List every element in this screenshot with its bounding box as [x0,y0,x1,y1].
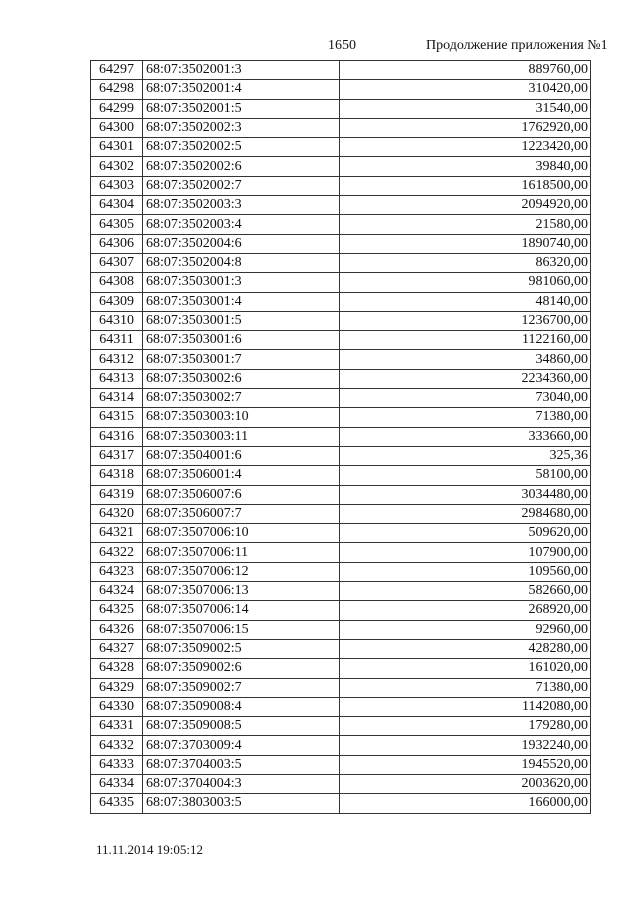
row-number-cell: 64305 [91,215,143,234]
cadastral-table-wrapper [90,60,591,814]
row-number-cell: 64334 [91,774,143,793]
cadastral-value-cell: 109560,00 [340,562,591,581]
table-row [91,562,591,581]
print-timestamp: 11.11.2014 19:05:12 [96,842,204,857]
row-number-cell: 64335 [91,794,143,813]
row-number-cell: 64307 [91,253,143,272]
row-number-cell: 64301 [91,138,143,157]
cadastral-value-cell: 73040,00 [340,389,591,408]
row-number-cell: 64330 [91,697,143,716]
cadastral-number-cell: 68:07:3503001:5 [143,311,340,330]
cadastral-number-cell: 68:07:3503001:7 [143,350,340,369]
table-row [91,408,591,427]
cadastral-number-cell: 68:07:3502004:6 [143,234,340,253]
page-header [0,38,640,58]
cadastral-number-cell: 68:07:3507006:10 [143,524,340,543]
cadastral-value-cell: 166000,00 [340,794,591,813]
cadastral-value-cell: 1762920,00 [340,118,591,137]
cadastral-value-cell: 2984680,00 [340,504,591,523]
cadastral-number-cell: 68:07:3704003:5 [143,755,340,774]
cadastral-value-cell: 179280,00 [340,717,591,736]
table-row [91,659,591,678]
row-number-cell: 64327 [91,639,143,658]
cadastral-number-cell: 68:07:3502001:4 [143,80,340,99]
table-row [91,504,591,523]
cadastral-number-cell: 68:07:3502001:5 [143,99,340,118]
row-number-cell: 64319 [91,485,143,504]
cadastral-number-cell: 68:07:3509002:5 [143,639,340,658]
cadastral-value-cell: 1945520,00 [340,755,591,774]
table-row [91,61,591,80]
row-number-cell: 64328 [91,659,143,678]
table-row [91,639,591,658]
cadastral-value-cell: 1236700,00 [340,311,591,330]
cadastral-value-cell: 1223420,00 [340,138,591,157]
cadastral-number-cell: 68:07:3803003:5 [143,794,340,813]
table-row [91,389,591,408]
table-row [91,678,591,697]
cadastral-value-cell: 981060,00 [340,273,591,292]
table-row [91,697,591,716]
cadastral-value-cell: 31540,00 [340,99,591,118]
cadastral-value-cell: 268920,00 [340,601,591,620]
cadastral-number-cell: 68:07:3507006:13 [143,582,340,601]
cadastral-value-cell: 2094920,00 [340,196,591,215]
table-row [91,466,591,485]
table-row [91,582,591,601]
table-row [91,774,591,793]
row-number-cell: 64302 [91,157,143,176]
table-row [91,176,591,195]
cadastral-number-cell: 68:07:3506007:7 [143,504,340,523]
table-row [91,794,591,813]
row-number-cell: 64300 [91,118,143,137]
cadastral-value-cell: 310420,00 [340,80,591,99]
table-row [91,369,591,388]
row-number-cell: 64309 [91,292,143,311]
table-row [91,446,591,465]
cadastral-value-cell: 509620,00 [340,524,591,543]
row-number-cell: 64323 [91,562,143,581]
cadastral-value-cell: 107900,00 [340,543,591,562]
cadastral-value-table [90,60,591,814]
row-number-cell: 64326 [91,620,143,639]
row-number-cell: 64318 [91,466,143,485]
table-row [91,292,591,311]
row-number-cell: 64333 [91,755,143,774]
row-number-cell: 64321 [91,524,143,543]
cadastral-number-cell: 68:07:3503001:4 [143,292,340,311]
cadastral-value-cell: 1932240,00 [340,736,591,755]
table-row [91,80,591,99]
cadastral-value-cell: 325,36 [340,446,591,465]
row-number-cell: 64329 [91,678,143,697]
cadastral-value-cell: 582660,00 [340,582,591,601]
cadastral-number-cell: 68:07:3502002:5 [143,138,340,157]
table-row [91,253,591,272]
cadastral-value-cell: 3034480,00 [340,485,591,504]
table-row [91,99,591,118]
cadastral-number-cell: 68:07:3506007:6 [143,485,340,504]
cadastral-number-cell: 68:07:3502001:3 [143,61,340,80]
table-row [91,138,591,157]
cadastral-number-cell: 68:07:3506001:4 [143,466,340,485]
page-number: 1650 [328,38,356,53]
cadastral-number-cell: 68:07:3502003:3 [143,196,340,215]
cadastral-number-cell: 68:07:3503001:3 [143,273,340,292]
cadastral-value-cell: 1122160,00 [340,331,591,350]
row-number-cell: 64331 [91,717,143,736]
cadastral-value-cell: 2234360,00 [340,369,591,388]
row-number-cell: 64325 [91,601,143,620]
cadastral-value-cell: 1618500,00 [340,176,591,195]
cadastral-value-cell: 161020,00 [340,659,591,678]
row-number-cell: 64322 [91,543,143,562]
cadastral-value-cell: 889760,00 [340,61,591,80]
row-number-cell: 64315 [91,408,143,427]
table-row [91,331,591,350]
cadastral-number-cell: 68:07:3503003:11 [143,427,340,446]
row-number-cell: 64314 [91,389,143,408]
cadastral-value-cell: 92960,00 [340,620,591,639]
cadastral-number-cell: 68:07:3507006:15 [143,620,340,639]
cadastral-number-cell: 68:07:3509002:6 [143,659,340,678]
cadastral-value-cell: 1142080,00 [340,697,591,716]
cadastral-value-cell: 21580,00 [340,215,591,234]
table-row [91,273,591,292]
cadastral-value-cell: 86320,00 [340,253,591,272]
row-number-cell: 64312 [91,350,143,369]
cadastral-number-cell: 68:07:3507006:12 [143,562,340,581]
cadastral-number-cell: 68:07:3503001:6 [143,331,340,350]
row-number-cell: 64304 [91,196,143,215]
table-row [91,620,591,639]
row-number-cell: 64308 [91,273,143,292]
cadastral-value-cell: 71380,00 [340,678,591,697]
table-row [91,118,591,137]
table-row [91,157,591,176]
table-row [91,196,591,215]
cadastral-number-cell: 68:07:3502002:7 [143,176,340,195]
cadastral-number-cell: 68:07:3509008:4 [143,697,340,716]
table-row [91,350,591,369]
row-number-cell: 64332 [91,736,143,755]
cadastral-value-cell: 428280,00 [340,639,591,658]
row-number-cell: 64311 [91,331,143,350]
table-row [91,524,591,543]
cadastral-value-cell: 333660,00 [340,427,591,446]
table-row [91,736,591,755]
cadastral-number-cell: 68:07:3503002:7 [143,389,340,408]
cadastral-number-cell: 68:07:3504001:6 [143,446,340,465]
cadastral-number-cell: 68:07:3502004:8 [143,253,340,272]
row-number-cell: 64317 [91,446,143,465]
cadastral-number-cell: 68:07:3704004:3 [143,774,340,793]
cadastral-value-cell: 39840,00 [340,157,591,176]
cadastral-number-cell: 68:07:3502002:3 [143,118,340,137]
cadastral-number-cell: 68:07:3502002:6 [143,157,340,176]
table-row [91,234,591,253]
table-body [91,61,591,814]
row-number-cell: 64303 [91,176,143,195]
table-row [91,215,591,234]
cadastral-number-cell: 68:07:3703009:4 [143,736,340,755]
row-number-cell: 64297 [91,61,143,80]
table-row [91,311,591,330]
cadastral-number-cell: 68:07:3502003:4 [143,215,340,234]
cadastral-value-cell: 58100,00 [340,466,591,485]
cadastral-number-cell: 68:07:3503003:10 [143,408,340,427]
appendix-continuation-note: Продолжение приложения №1 [426,38,608,53]
table-row [91,755,591,774]
table-row [91,601,591,620]
table-row [91,427,591,446]
row-number-cell: 64313 [91,369,143,388]
cadastral-value-cell: 2003620,00 [340,774,591,793]
table-row [91,543,591,562]
cadastral-number-cell: 68:07:3509008:5 [143,717,340,736]
cadastral-value-cell: 1890740,00 [340,234,591,253]
cadastral-number-cell: 68:07:3503002:6 [143,369,340,388]
cadastral-value-cell: 34860,00 [340,350,591,369]
cadastral-value-cell: 71380,00 [340,408,591,427]
cadastral-number-cell: 68:07:3507006:14 [143,601,340,620]
table-row [91,717,591,736]
row-number-cell: 64298 [91,80,143,99]
row-number-cell: 64324 [91,582,143,601]
row-number-cell: 64310 [91,311,143,330]
table-row [91,485,591,504]
row-number-cell: 64306 [91,234,143,253]
row-number-cell: 64316 [91,427,143,446]
row-number-cell: 64299 [91,99,143,118]
row-number-cell: 64320 [91,504,143,523]
cadastral-number-cell: 68:07:3509002:7 [143,678,340,697]
cadastral-value-cell: 48140,00 [340,292,591,311]
cadastral-number-cell: 68:07:3507006:11 [143,543,340,562]
